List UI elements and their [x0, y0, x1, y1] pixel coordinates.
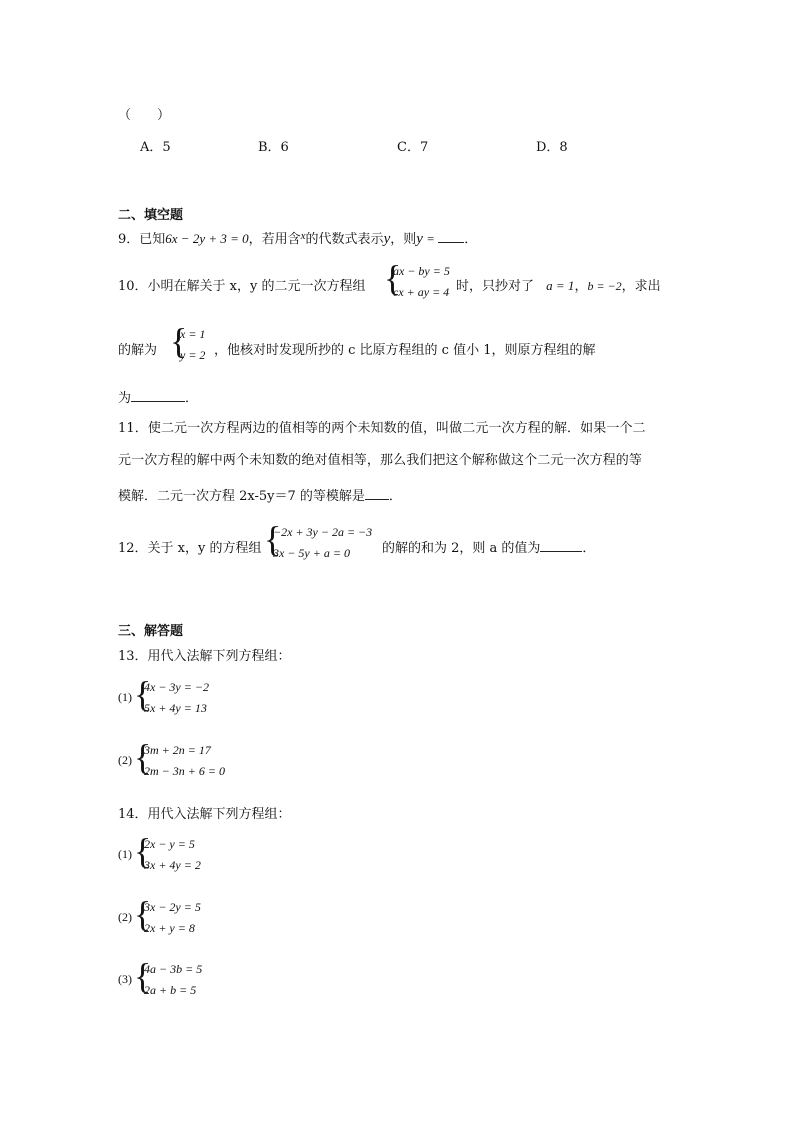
q9-eqsign: = — [422, 231, 439, 246]
q14-item2-label: (2) — [118, 910, 132, 924]
q12-after: 的解的和为 2，则 a 的值为 — [382, 541, 541, 556]
q11-answer-blank[interactable] — [365, 487, 389, 500]
q10-mid: 时，只抄对了 — [456, 279, 535, 294]
q12-system — [264, 519, 382, 563]
q11-line3-end: ． — [388, 489, 402, 504]
q10-eq2: cx + ay = 4 — [393, 285, 450, 299]
q13-item1-brace: { — [134, 674, 152, 714]
q9-line — [118, 228, 477, 248]
q8-option-c: C．7 — [397, 140, 429, 155]
q12-prefix: 12．关于 x，y 的方程组 — [118, 541, 262, 556]
q12-end: ． — [582, 541, 596, 556]
q8-option-a: A．5 — [140, 140, 171, 155]
q12-eq1: −2x + 3y − 2a = −3 — [273, 525, 373, 539]
q14-item3 — [118, 956, 258, 1002]
q9-mid3: ，则 — [390, 232, 417, 247]
q9-var-y2: y — [416, 231, 423, 247]
q9-answer-blank[interactable] — [438, 230, 464, 243]
q14-item2-eq1: 3x − 2y = 5 — [144, 900, 201, 914]
q14-item1-eq2: 3x + 4y = 2 — [144, 858, 201, 872]
q10-prefix: 10．小明在解关于 x，y 的二元一次方程组 — [118, 279, 366, 294]
q9-var-x: x — [300, 230, 306, 242]
q13-item2-label: (2) — [118, 753, 132, 767]
q13-item1-label: (1) — [118, 690, 132, 704]
q10-b-value: b = −2 — [587, 279, 622, 293]
q13-item1-eq1: 4x − 3y = −2 — [144, 680, 209, 694]
q14-item3-eq1: 4a − 3b = 5 — [144, 962, 203, 976]
q14-item2 — [118, 894, 258, 940]
q14-item1-eq1: 2x − y = 5 — [144, 837, 195, 851]
q10-brace: { — [384, 258, 402, 298]
q11-line1: 11．使二元一次方程两边的值相等的两个未知数的值，叫做二元一次方程的解．如果一个二 — [118, 421, 646, 436]
section3-title: 三、解答题 — [118, 624, 184, 639]
q12-eq2: 3x − 5y + a = 0 — [273, 546, 350, 560]
q10-line3-end: ． — [185, 391, 199, 406]
q9-equation: 6x − 2y + 3 = 0 — [165, 231, 249, 246]
q10-sol-x: x = 1 — [180, 327, 206, 341]
q14-item2-brace: { — [134, 894, 152, 934]
q8-paren: （ ） — [118, 108, 171, 123]
q14-item2-eq2: 2x + y = 8 — [144, 921, 195, 935]
q13-item2-eq1: 3m + 2n = 17 — [144, 743, 211, 757]
q12-brace: { — [264, 519, 282, 559]
q10-system — [384, 258, 456, 302]
q9-mid2: 的代数式表示 — [305, 232, 384, 247]
q10-line2-prefix: 的解为 — [118, 343, 158, 358]
q10-sep: ， — [574, 279, 588, 294]
q10-line3-prefix: 为 — [118, 391, 132, 406]
q10-line2-after: ，他核对时发现所抄的 c 比原方程组的 c 值小 1，则原方程组的解 — [214, 343, 596, 358]
q10-answer-blank[interactable] — [131, 389, 185, 402]
q10-a-value: a = 1 — [546, 278, 575, 293]
q13-item2 — [118, 737, 258, 783]
q12-answer-blank[interactable] — [540, 539, 582, 552]
q10-solution — [170, 321, 214, 365]
q13-item1-eq2: 5x + 4y = 13 — [144, 701, 207, 715]
q14-item3-brace: { — [134, 956, 152, 996]
q10-after: ，求出 — [621, 279, 661, 294]
q14-item1 — [118, 831, 258, 877]
q8-option-b: B．6 — [258, 140, 289, 155]
q13-item2-brace: { — [134, 737, 152, 777]
q11-line3 — [118, 485, 402, 504]
q10-line1-rest — [456, 275, 661, 294]
q10-line3 — [118, 387, 198, 406]
q13-item2-eq2: 2m − 3n + 6 = 0 — [144, 764, 225, 778]
q11-line2: 元一次方程的解中两个未知数的绝对值相等，那么我们把这个解称做这个二元一次方程的等 — [118, 453, 643, 468]
q14-title: 14．用代入法解下列方程组： — [118, 807, 291, 822]
q9-mid1: ，若用含 — [248, 232, 301, 247]
q10-sol-y: y = 2 — [180, 348, 206, 362]
q9-end: ． — [464, 232, 478, 247]
q10-sol-brace: { — [170, 321, 188, 361]
q11-line3-prefix: 模解．二元一次方程 2x-5y＝7 的等模解是 — [118, 489, 365, 504]
q13-item1 — [118, 674, 258, 720]
q12-after-line — [382, 537, 595, 556]
q13-title: 13．用代入法解下列方程组： — [118, 649, 291, 664]
q14-item3-label: (3) — [118, 972, 132, 986]
q14-item1-label: (1) — [118, 847, 132, 861]
q10-eq1: ax − by = 5 — [393, 264, 450, 278]
q14-item1-brace: { — [134, 831, 152, 871]
q9-prefix: 9．已知 — [118, 232, 166, 247]
q8-option-d: D．8 — [536, 140, 568, 155]
section2-title: 二、填空题 — [118, 208, 184, 223]
q9-var-y: y — [383, 231, 391, 247]
q14-item3-eq2: 2a + b = 5 — [144, 983, 197, 997]
